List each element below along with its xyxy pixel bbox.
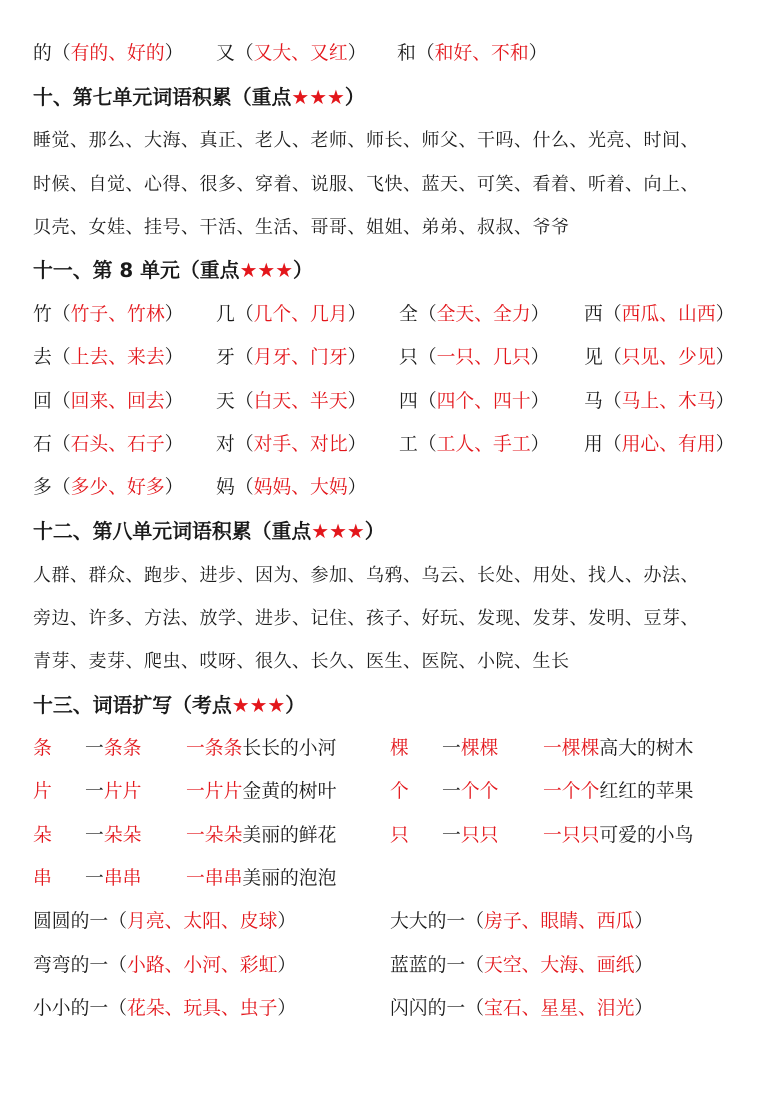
- answer-words: 工人、手工: [436, 434, 531, 455]
- measure-word: 串: [33, 868, 52, 889]
- measure-word-row: [0, 772, 780, 812]
- expanded-phrase: [186, 772, 336, 812]
- fill-in-item: 蓝蓝的一（天空、大海、画纸）: [390, 955, 654, 976]
- expanded-phrase: [186, 729, 336, 769]
- answer-words: 石头、石子: [70, 434, 165, 455]
- answer-words: 月亮、太阳、皮球: [127, 911, 278, 932]
- base-char: 回: [33, 391, 52, 412]
- expanded-rest: 红红的苹果: [599, 781, 694, 802]
- answer-words: 几个、几月: [253, 304, 348, 325]
- base-char: 天: [216, 391, 235, 412]
- fill-in-item: 小小的一（花朵、玩具、虫子）: [33, 998, 297, 1019]
- word-group: 多（多少、好多）: [33, 477, 184, 498]
- top-word-row: [0, 34, 780, 74]
- expanded-head: 一棵棵: [543, 738, 600, 759]
- fill-lead: 蓝蓝的一: [390, 955, 466, 976]
- base-char: 马: [584, 391, 603, 412]
- section-title: 十、第七单元词语积累: [33, 86, 232, 109]
- reduplicated-part: 串串: [103, 868, 142, 889]
- base-char: 用: [584, 434, 603, 455]
- yi-prefix: 一: [85, 825, 104, 846]
- expanded-head: 一朵朵: [186, 825, 243, 846]
- measure-word-row: [0, 816, 780, 856]
- answer-words: 小路、小河、彩虹: [127, 955, 278, 976]
- word-group: 工（工人、手工）: [399, 434, 550, 455]
- yi-prefix: 一: [442, 738, 461, 759]
- answer-words: 多少、好多: [70, 477, 165, 498]
- expanded-rest: 美丽的鲜花: [242, 825, 337, 846]
- reduplicated-word: [85, 859, 141, 899]
- answer-words: 白天、半天: [253, 391, 348, 412]
- expanded-rest: 长长的小河: [242, 738, 337, 759]
- answer-words: 月牙、门牙: [253, 347, 348, 368]
- reduplicated-part: 棵棵: [460, 738, 499, 759]
- section-title: 十一、第 8 单元: [33, 259, 180, 282]
- word-group: 和（和好、不和）: [397, 43, 548, 64]
- reduplicated-word: [442, 772, 498, 812]
- answer-words: 宝石、星星、泪光: [484, 998, 635, 1019]
- answer-words: 花朵、玩具、虫子: [127, 998, 278, 1019]
- answer-words: 对手、对比: [253, 434, 348, 455]
- answer-words: 房子、眼睛、西瓜: [484, 911, 635, 932]
- star-rating: ★★★: [311, 520, 365, 543]
- expanded-head: 一串串: [186, 868, 243, 889]
- base-char: 牙: [216, 347, 235, 368]
- measure-word: 只: [390, 825, 409, 846]
- answer-words: 和好、不和: [434, 43, 529, 64]
- expanded-rest: 美丽的泡泡: [242, 868, 337, 889]
- word-group: 回（回来、回去）: [33, 391, 184, 412]
- base-char: 和: [397, 43, 416, 64]
- reduplicated-word: [442, 729, 498, 769]
- vocab-line: 时候、自觉、心得、很多、穿着、说服、飞快、蓝天、可笑、看着、听着、向上、: [33, 174, 699, 195]
- base-char: 石: [33, 434, 52, 455]
- answer-words: 竹子、竹林: [70, 304, 165, 325]
- fill-lead: 大大的一: [390, 911, 466, 932]
- expanded-phrase: [186, 816, 336, 856]
- reduplicated-part: 只只: [460, 825, 499, 846]
- fill-lead: 圆圆的一: [33, 911, 109, 932]
- base-char: 多: [33, 477, 52, 498]
- fill-in-row: [0, 902, 780, 942]
- section-11-heading: [33, 251, 780, 291]
- answer-words: 西瓜、山西: [621, 304, 716, 325]
- word-group: 马（马上、木马）: [584, 391, 735, 412]
- char-word-row: [0, 425, 780, 465]
- base-char: 竹: [33, 304, 52, 325]
- base-char: 全: [399, 304, 418, 325]
- answer-words: 上去、来去: [70, 347, 165, 368]
- word-group: 四（四个、四十）: [399, 391, 550, 412]
- word-group: 又（又大、又红）: [216, 43, 367, 64]
- char-word-row: [0, 468, 780, 508]
- fill-in-item: 闪闪的一（宝石、星星、泪光）: [390, 998, 654, 1019]
- word-group: 几（几个、几月）: [216, 304, 367, 325]
- word-group: 的（有的、好的）: [33, 43, 184, 64]
- answer-words: 回来、回去: [70, 391, 165, 412]
- fill-in-row: [0, 946, 780, 986]
- star-rating: ★★★: [291, 86, 345, 109]
- answer-words: 全天、全力: [436, 304, 531, 325]
- word-group: 去（上去、来去）: [33, 347, 184, 368]
- importance-label: （重点: [251, 520, 312, 543]
- base-char: 妈: [216, 477, 235, 498]
- word-group: 竹（竹子、竹林）: [33, 304, 184, 325]
- fill-lead: 弯弯的一: [33, 955, 109, 976]
- measure-word: 片: [33, 781, 52, 802]
- section-title: 十三、词语扩写: [33, 694, 173, 717]
- word-group: 西（西瓜、山西）: [584, 304, 735, 325]
- answer-words: 四个、四十: [436, 391, 531, 412]
- measure-word: 条: [33, 738, 52, 759]
- answer-words: 用心、有用: [621, 434, 716, 455]
- reduplicated-part: 个个: [460, 781, 499, 802]
- vocab-line: 贝壳、女娃、挂号、干活、生活、哥哥、姐姐、弟弟、叔叔、爷爷: [33, 217, 570, 238]
- measure-word: 棵: [390, 738, 409, 759]
- section-title: 十二、第八单元词语积累: [33, 520, 252, 543]
- answer-words: 只见、少见: [621, 347, 716, 368]
- importance-close: ）: [364, 520, 385, 543]
- reduplicated-word: [85, 772, 141, 812]
- reduplicated-word: [442, 816, 498, 856]
- word-group: 用（用心、有用）: [584, 434, 735, 455]
- reduplicated-word: [85, 816, 141, 856]
- word-group: 石（石头、石子）: [33, 434, 184, 455]
- base-char: 四: [399, 391, 418, 412]
- reduplicated-part: 朵朵: [103, 825, 142, 846]
- importance-label: （重点: [179, 259, 240, 282]
- base-char: 西: [584, 304, 603, 325]
- expanded-phrase: [186, 859, 336, 899]
- word-group: 对（对手、对比）: [216, 434, 367, 455]
- importance-close: ）: [344, 86, 365, 109]
- char-word-row: [0, 295, 780, 335]
- expanded-rest: 金黄的树叶: [242, 781, 337, 802]
- expanded-head: 一只只: [543, 825, 600, 846]
- answer-words: 又大、又红: [253, 43, 348, 64]
- expanded-head: 一条条: [186, 738, 243, 759]
- measure-word-row: [0, 859, 780, 899]
- word-group: 牙（月牙、门牙）: [216, 347, 367, 368]
- star-rating: ★★★: [231, 694, 286, 717]
- answer-words: 有的、好的: [70, 43, 165, 64]
- fill-in-row: [0, 989, 780, 1029]
- yi-prefix: 一: [442, 825, 461, 846]
- base-char: 见: [584, 347, 603, 368]
- answer-words: 马上、木马: [621, 391, 716, 412]
- base-char: 只: [399, 347, 418, 368]
- char-word-row: [0, 338, 780, 378]
- answer-words: 天空、大海、画纸: [484, 955, 635, 976]
- vocab-line: 人群、群众、跑步、进步、因为、参加、乌鸦、乌云、长处、用处、找人、办法、: [33, 565, 699, 586]
- fill-in-item: 弯弯的一（小路、小河、彩虹）: [33, 955, 297, 976]
- base-char: 去: [33, 347, 52, 368]
- expanded-head: 一片片: [186, 781, 243, 802]
- yi-prefix: 一: [85, 781, 104, 802]
- answer-words: 妈妈、大妈: [253, 477, 348, 498]
- section-10-heading: [33, 78, 780, 118]
- expanded-phrase: [543, 729, 693, 769]
- vocab-line: 睡觉、那么、大海、真正、老人、老师、师长、师父、干吗、什么、光亮、时间、: [33, 130, 699, 151]
- star-rating: ★★★: [239, 259, 294, 282]
- reduplicated-part: 条条: [103, 738, 142, 759]
- expanded-head: 一个个: [543, 781, 600, 802]
- yi-prefix: 一: [85, 738, 104, 759]
- importance-label: （考点: [172, 694, 232, 717]
- expanded-phrase: [543, 772, 693, 812]
- importance-label: （重点: [231, 86, 292, 109]
- measure-word-row: [0, 729, 780, 769]
- section-13-heading: [33, 686, 780, 726]
- yi-prefix: 一: [85, 868, 104, 889]
- base-char: 又: [216, 43, 235, 64]
- char-word-row: [0, 382, 780, 422]
- expanded-rest: 高大的树木: [599, 738, 694, 759]
- fill-in-item: 大大的一（房子、眼睛、西瓜）: [390, 911, 654, 932]
- importance-close: ）: [293, 259, 313, 282]
- fill-lead: 闪闪的一: [390, 998, 466, 1019]
- measure-word: 朵: [33, 825, 52, 846]
- reduplicated-part: 片片: [103, 781, 142, 802]
- word-group: 天（白天、半天）: [216, 391, 367, 412]
- section-12-heading: [33, 512, 780, 552]
- fill-in-item: 圆圆的一（月亮、太阳、皮球）: [33, 911, 297, 932]
- base-char: 对: [216, 434, 235, 455]
- answer-words: 一只、几只: [436, 347, 531, 368]
- vocab-line: 旁边、许多、方法、放学、进步、记住、孩子、好玩、发现、发芽、发明、豆芽、: [33, 608, 699, 629]
- word-group: 全（全天、全力）: [399, 304, 550, 325]
- expanded-rest: 可爱的小鸟: [599, 825, 694, 846]
- expanded-phrase: [543, 816, 693, 856]
- word-group: 妈（妈妈、大妈）: [216, 477, 367, 498]
- base-char: 几: [216, 304, 235, 325]
- word-group: 只（一只、几只）: [399, 347, 550, 368]
- fill-lead: 小小的一: [33, 998, 109, 1019]
- reduplicated-word: [85, 729, 141, 769]
- importance-close: ）: [285, 694, 306, 717]
- base-char: 的: [33, 43, 52, 64]
- base-char: 工: [399, 434, 418, 455]
- word-group: 见（只见、少见）: [584, 347, 735, 368]
- measure-word: 个: [390, 781, 409, 802]
- yi-prefix: 一: [442, 781, 461, 802]
- vocab-line: 青芽、麦芽、爬虫、哎呀、很久、长久、医生、医院、小院、生长: [33, 651, 570, 672]
